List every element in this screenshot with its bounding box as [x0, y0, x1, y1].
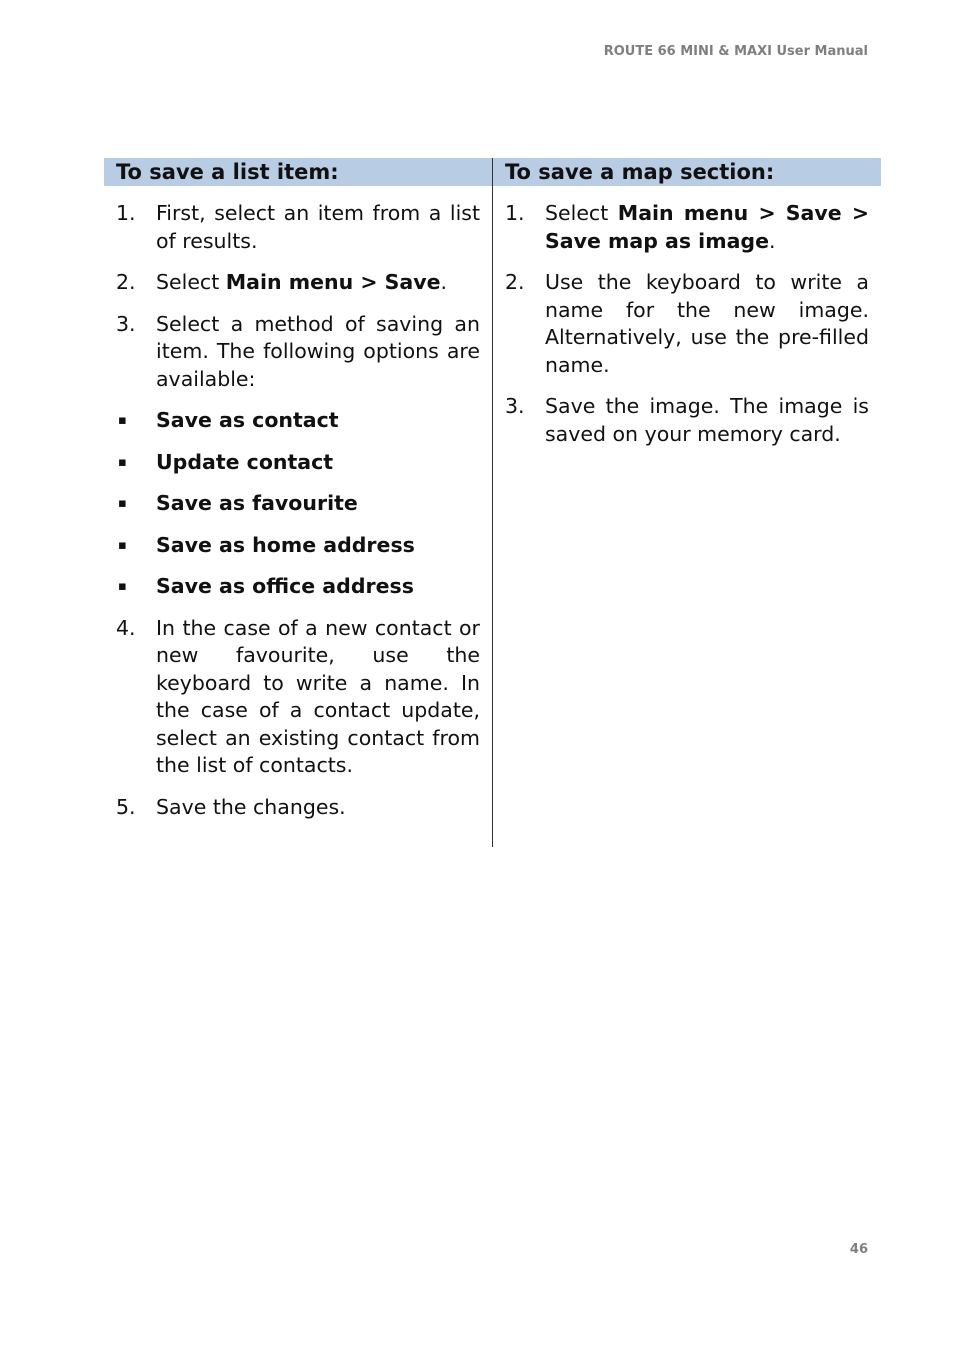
option-label: Save as home address — [156, 532, 415, 557]
list-number: 3. — [505, 394, 525, 418]
option-item — [116, 490, 480, 518]
list-item — [116, 794, 480, 822]
right-column-body — [493, 186, 881, 474]
running-header: ROUTE 66 MINI & MAXI User Manual — [603, 44, 868, 59]
square-bullet-icon: ▪ — [118, 454, 127, 470]
list-item — [116, 269, 480, 297]
list-item-text: Select Main menu > Save. — [156, 270, 448, 294]
list-item-text: In the case of a new contact or new favourite, use the keyboard to write a name. In the case of a contact update, select an existing contact from the list of contacts. — [156, 615, 480, 777]
option-item — [116, 407, 480, 435]
list-number: 5. — [116, 794, 136, 819]
right-column-heading: To save a map section: — [493, 158, 881, 186]
square-bullet-icon: ▪ — [118, 537, 127, 553]
list-number: 2. — [505, 270, 525, 294]
option-item — [116, 573, 480, 601]
list-item — [505, 393, 869, 448]
list-item — [116, 311, 480, 394]
list-number: 4. — [116, 615, 136, 640]
square-bullet-icon: ▪ — [118, 496, 127, 511]
square-bullet-icon: ▪ — [118, 413, 127, 428]
instructions-table — [104, 158, 881, 847]
left-column-body — [104, 186, 492, 847]
page-number: 46 — [849, 1242, 868, 1257]
option-label: Save as favourite — [156, 491, 358, 515]
option-item — [116, 449, 480, 477]
list-item-text: Save the changes. — [156, 794, 346, 819]
list-item-text: Save the image. The image is saved on your memory card. — [545, 394, 869, 446]
option-label: Update contact — [156, 449, 334, 474]
list-number: 1. — [116, 201, 136, 225]
list-item — [116, 615, 480, 780]
list-item — [505, 200, 869, 255]
list-item-text: Select a method of saving an item. The following options are available: — [156, 311, 480, 391]
list-item — [505, 269, 869, 379]
list-item — [116, 200, 480, 255]
list-number: 1. — [505, 201, 525, 225]
left-column-heading: To save a list item: — [104, 158, 492, 186]
list-item-text: Select Main menu > Save > Save map as image. — [545, 201, 869, 253]
list-number: 2. — [116, 270, 136, 294]
list-item-text: First, select an item from a list of results. — [156, 201, 480, 253]
list-number: 3. — [116, 311, 136, 336]
square-bullet-icon: ▪ — [118, 579, 127, 594]
option-label: Save as contact — [156, 408, 339, 432]
right-column — [493, 158, 881, 847]
left-column — [104, 158, 493, 847]
option-label: Save as office address — [156, 574, 414, 598]
list-item-text: Use the keyboard to write a name for the new image. Alternatively, use the pre-filled name. — [545, 270, 869, 377]
option-item — [116, 532, 480, 560]
